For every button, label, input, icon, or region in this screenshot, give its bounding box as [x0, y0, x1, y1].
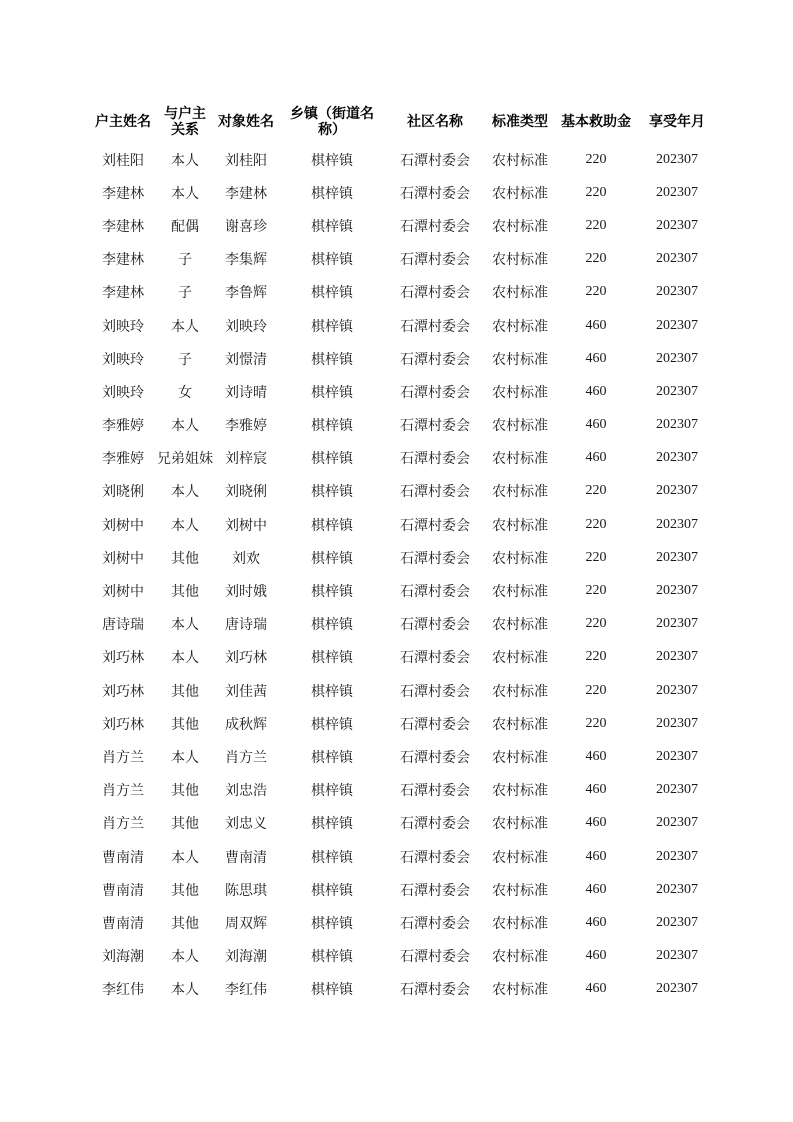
township-cell: 棋梓镇	[311, 749, 353, 766]
relation-cell: 其他	[171, 550, 199, 567]
householder-cell: 曹南清	[102, 849, 144, 866]
month-cell: 202307	[656, 848, 698, 864]
relation-cell: 其他	[171, 783, 199, 800]
householder-cell: 肖方兰	[102, 816, 144, 833]
aid-amount-cell: 220	[585, 151, 607, 167]
township-cell: 棋梓镇	[311, 218, 353, 235]
month-cell: 202307	[656, 516, 698, 532]
aid-amount-cell: 460	[585, 848, 607, 864]
standard-type-cell: 农村标准	[492, 285, 548, 302]
standard-type-cell: 农村标准	[492, 517, 548, 534]
table-row	[91, 973, 719, 1006]
community-cell: 石潭村委会	[400, 484, 470, 501]
aid-amount-cell: 220	[585, 516, 607, 532]
community-cell: 石潭村委会	[400, 550, 470, 567]
month-cell: 202307	[656, 981, 698, 997]
table-row	[91, 209, 719, 242]
header-householder-name: 户主姓名	[95, 114, 151, 130]
township-cell: 棋梓镇	[311, 915, 353, 932]
householder-cell: 刘海潮	[102, 949, 144, 966]
standard-type-cell: 农村标准	[492, 749, 548, 766]
relation-cell: 本人	[171, 517, 199, 534]
standard-type-cell: 农村标准	[492, 617, 548, 634]
recipient-cell: 刘树中	[225, 517, 267, 534]
township-cell: 棋梓镇	[311, 716, 353, 733]
householder-cell: 刘巧林	[102, 683, 144, 700]
table-row	[91, 674, 719, 707]
recipient-cell: 李建林	[225, 185, 267, 202]
month-cell: 202307	[656, 682, 698, 698]
standard-type-cell: 农村标准	[492, 683, 548, 700]
header-township	[277, 101, 387, 143]
community-cell: 石潭村委会	[400, 285, 470, 302]
householder-cell: 刘巧林	[102, 650, 144, 667]
relation-cell: 本人	[171, 418, 199, 435]
aid-amount-cell: 460	[585, 748, 607, 764]
month-cell: 202307	[656, 383, 698, 399]
relation-cell: 子	[178, 285, 192, 302]
month-cell: 202307	[656, 782, 698, 798]
recipient-cell: 李红伟	[225, 982, 267, 999]
aid-amount-cell: 220	[585, 184, 607, 200]
header-relation-line2: 关系	[171, 122, 199, 138]
township-cell: 棋梓镇	[311, 849, 353, 866]
header-relation	[155, 101, 215, 143]
relation-cell: 本人	[171, 849, 199, 866]
standard-type-cell: 农村标准	[492, 550, 548, 567]
relation-cell: 兄弟姐妹	[157, 451, 213, 468]
month-cell: 202307	[656, 881, 698, 897]
header-standard-type: 标准类型	[492, 114, 548, 130]
township-cell: 棋梓镇	[311, 550, 353, 567]
community-cell: 石潭村委会	[400, 451, 470, 468]
householder-cell: 曹南清	[102, 915, 144, 932]
aid-amount-cell: 220	[585, 284, 607, 300]
recipient-cell: 刘时娥	[225, 584, 267, 601]
aid-amount-cell: 220	[585, 682, 607, 698]
month-cell: 202307	[656, 450, 698, 466]
township-cell: 棋梓镇	[311, 617, 353, 634]
aid-amount-cell: 220	[585, 715, 607, 731]
header-month: 享受年月	[649, 114, 705, 130]
relation-cell: 其他	[171, 716, 199, 733]
month-cell: 202307	[656, 417, 698, 433]
month-cell: 202307	[656, 649, 698, 665]
recipient-cell: 刘巧林	[225, 650, 267, 667]
recipient-cell: 肖方兰	[225, 749, 267, 766]
month-cell: 202307	[656, 317, 698, 333]
recipient-cell: 刘憬清	[225, 351, 267, 368]
relation-cell: 本人	[171, 949, 199, 966]
community-cell: 石潭村委会	[400, 384, 470, 401]
recipient-cell: 刘晓俐	[225, 484, 267, 501]
community-cell: 石潭村委会	[400, 683, 470, 700]
township-cell: 棋梓镇	[311, 285, 353, 302]
header-community: 社区名称	[407, 114, 463, 130]
community-cell: 石潭村委会	[400, 517, 470, 534]
table-row	[91, 143, 719, 176]
standard-type-cell: 农村标准	[492, 915, 548, 932]
community-cell: 石潭村委会	[400, 252, 470, 269]
householder-cell: 刘映玲	[102, 351, 144, 368]
table-row	[91, 774, 719, 807]
month-cell: 202307	[656, 583, 698, 599]
relation-cell: 本人	[171, 749, 199, 766]
township-cell: 棋梓镇	[311, 683, 353, 700]
standard-type-cell: 农村标准	[492, 849, 548, 866]
householder-cell: 李建林	[102, 218, 144, 235]
recipient-cell: 陈思琪	[225, 882, 267, 899]
householder-cell: 唐诗瑞	[102, 617, 144, 634]
householder-cell: 刘映玲	[102, 318, 144, 335]
standard-type-cell: 农村标准	[492, 418, 548, 435]
aid-amount-cell: 460	[585, 383, 607, 399]
householder-cell: 刘桂阳	[102, 152, 144, 169]
standard-type-cell: 农村标准	[492, 783, 548, 800]
community-cell: 石潭村委会	[400, 418, 470, 435]
header-basic-aid: 基本救助金	[561, 114, 631, 130]
aid-amount-cell: 220	[585, 649, 607, 665]
month-cell: 202307	[656, 350, 698, 366]
header-recipient-name: 对象姓名	[218, 114, 274, 130]
recipient-cell: 刘梓宸	[225, 451, 267, 468]
table-row	[91, 508, 719, 541]
table-row	[91, 940, 719, 973]
standard-type-cell: 农村标准	[492, 351, 548, 368]
householder-cell: 李雅婷	[102, 418, 144, 435]
relation-cell: 其他	[171, 882, 199, 899]
month-cell: 202307	[656, 748, 698, 764]
community-cell: 石潭村委会	[400, 816, 470, 833]
community-cell: 石潭村委会	[400, 218, 470, 235]
relation-cell: 其他	[171, 683, 199, 700]
householder-cell: 刘树中	[102, 584, 144, 601]
recipient-cell: 刘忠浩	[225, 783, 267, 800]
table-row	[91, 276, 719, 309]
relation-cell: 本人	[171, 484, 199, 501]
township-cell: 棋梓镇	[311, 816, 353, 833]
header-row	[91, 101, 719, 143]
relation-cell: 子	[178, 252, 192, 269]
aid-amount-cell: 460	[585, 317, 607, 333]
recipient-cell: 曹南清	[225, 849, 267, 866]
standard-type-cell: 农村标准	[492, 949, 548, 966]
table-row	[91, 906, 719, 939]
householder-cell: 李建林	[102, 252, 144, 269]
month-cell: 202307	[656, 483, 698, 499]
householder-cell: 肖方兰	[102, 749, 144, 766]
aid-amount-cell: 460	[585, 350, 607, 366]
month-cell: 202307	[656, 284, 698, 300]
recipient-cell: 刘诗晴	[225, 384, 267, 401]
householder-cell: 李雅婷	[102, 451, 144, 468]
table-row	[91, 176, 719, 209]
aid-amount-cell: 460	[585, 948, 607, 964]
recipient-cell: 李雅婷	[225, 418, 267, 435]
header-township-line2: 称）	[318, 122, 346, 138]
aid-amount-cell: 220	[585, 583, 607, 599]
standard-type-cell: 农村标准	[492, 384, 548, 401]
table-row	[91, 641, 719, 674]
aid-amount-cell: 460	[585, 981, 607, 997]
community-cell: 石潭村委会	[400, 318, 470, 335]
community-cell: 石潭村委会	[400, 982, 470, 999]
standard-type-cell: 农村标准	[492, 152, 548, 169]
relation-cell: 其他	[171, 584, 199, 601]
township-cell: 棋梓镇	[311, 783, 353, 800]
aid-amount-cell: 220	[585, 483, 607, 499]
table-row	[91, 740, 719, 773]
aid-amount-cell: 460	[585, 815, 607, 831]
relation-cell: 子	[178, 351, 192, 368]
aid-amount-cell: 460	[585, 914, 607, 930]
community-cell: 石潭村委会	[400, 584, 470, 601]
table-row	[91, 873, 719, 906]
township-cell: 棋梓镇	[311, 517, 353, 534]
householder-cell: 曹南清	[102, 882, 144, 899]
month-cell: 202307	[656, 184, 698, 200]
table-row	[91, 707, 719, 740]
householder-cell: 肖方兰	[102, 783, 144, 800]
householder-cell: 李建林	[102, 185, 144, 202]
aid-amount-cell: 220	[585, 217, 607, 233]
month-cell: 202307	[656, 914, 698, 930]
aid-amount-cell: 220	[585, 616, 607, 632]
township-cell: 棋梓镇	[311, 152, 353, 169]
recipient-cell: 刘映玲	[225, 318, 267, 335]
township-cell: 棋梓镇	[311, 418, 353, 435]
township-cell: 棋梓镇	[311, 384, 353, 401]
township-cell: 棋梓镇	[311, 451, 353, 468]
community-cell: 石潭村委会	[400, 783, 470, 800]
householder-cell: 刘树中	[102, 517, 144, 534]
township-cell: 棋梓镇	[311, 882, 353, 899]
relation-cell: 本人	[171, 650, 199, 667]
table-row	[91, 840, 719, 873]
recipient-cell: 谢喜珍	[225, 218, 267, 235]
recipient-cell: 唐诗瑞	[225, 617, 267, 634]
community-cell: 石潭村委会	[400, 749, 470, 766]
community-cell: 石潭村委会	[400, 185, 470, 202]
standard-type-cell: 农村标准	[492, 882, 548, 899]
standard-type-cell: 农村标准	[492, 650, 548, 667]
township-cell: 棋梓镇	[311, 185, 353, 202]
community-cell: 石潭村委会	[400, 949, 470, 966]
relation-cell: 本人	[171, 185, 199, 202]
relation-cell: 本人	[171, 318, 199, 335]
table-row	[91, 541, 719, 574]
table-row	[91, 608, 719, 641]
community-cell: 石潭村委会	[400, 716, 470, 733]
aid-amount-cell: 460	[585, 782, 607, 798]
recipient-cell: 李集辉	[225, 252, 267, 269]
relation-cell: 其他	[171, 915, 199, 932]
aid-amount-cell: 220	[585, 549, 607, 565]
community-cell: 石潭村委会	[400, 650, 470, 667]
community-cell: 石潭村委会	[400, 915, 470, 932]
householder-cell: 李建林	[102, 285, 144, 302]
table-row	[91, 807, 719, 840]
month-cell: 202307	[656, 948, 698, 964]
standard-type-cell: 农村标准	[492, 716, 548, 733]
aid-amount-cell: 220	[585, 251, 607, 267]
standard-type-cell: 农村标准	[492, 185, 548, 202]
table-row	[91, 243, 719, 276]
table-row	[91, 342, 719, 375]
table-row	[91, 309, 719, 342]
table-row	[91, 409, 719, 442]
recipient-cell: 刘海潮	[225, 949, 267, 966]
recipient-cell: 刘欢	[232, 550, 260, 567]
township-cell: 棋梓镇	[311, 650, 353, 667]
relation-cell: 本人	[171, 982, 199, 999]
community-cell: 石潭村委会	[400, 849, 470, 866]
table-row	[91, 475, 719, 508]
table-header	[91, 101, 719, 143]
standard-type-cell: 农村标准	[492, 252, 548, 269]
recipient-cell: 刘佳茜	[225, 683, 267, 700]
householder-cell: 李红伟	[102, 982, 144, 999]
township-cell: 棋梓镇	[311, 252, 353, 269]
table-body	[91, 143, 719, 1006]
township-cell: 棋梓镇	[311, 584, 353, 601]
standard-type-cell: 农村标准	[492, 451, 548, 468]
relief-roster-table	[91, 101, 719, 1006]
township-cell: 棋梓镇	[311, 982, 353, 999]
recipient-cell: 周双辉	[225, 915, 267, 932]
relation-cell: 女	[178, 384, 192, 401]
township-cell: 棋梓镇	[311, 949, 353, 966]
standard-type-cell: 农村标准	[492, 318, 548, 335]
relation-cell: 其他	[171, 816, 199, 833]
table-row	[91, 375, 719, 408]
table-row	[91, 574, 719, 607]
aid-amount-cell: 460	[585, 417, 607, 433]
householder-cell: 刘晓俐	[102, 484, 144, 501]
standard-type-cell: 农村标准	[492, 584, 548, 601]
month-cell: 202307	[656, 616, 698, 632]
month-cell: 202307	[656, 217, 698, 233]
aid-amount-cell: 460	[585, 450, 607, 466]
relation-cell: 本人	[171, 617, 199, 634]
recipient-cell: 成秋辉	[225, 716, 267, 733]
township-cell: 棋梓镇	[311, 351, 353, 368]
relation-cell: 本人	[171, 152, 199, 169]
standard-type-cell: 农村标准	[492, 816, 548, 833]
recipient-cell: 刘桂阳	[225, 152, 267, 169]
standard-type-cell: 农村标准	[492, 982, 548, 999]
recipient-cell: 李鲁辉	[225, 285, 267, 302]
standard-type-cell: 农村标准	[492, 218, 548, 235]
relation-cell: 配偶	[171, 218, 199, 235]
community-cell: 石潭村委会	[400, 882, 470, 899]
householder-cell: 刘映玲	[102, 384, 144, 401]
community-cell: 石潭村委会	[400, 617, 470, 634]
table-row	[91, 442, 719, 475]
householder-cell: 刘巧林	[102, 716, 144, 733]
standard-type-cell: 农村标准	[492, 484, 548, 501]
township-cell: 棋梓镇	[311, 318, 353, 335]
month-cell: 202307	[656, 251, 698, 267]
month-cell: 202307	[656, 715, 698, 731]
aid-amount-cell: 460	[585, 881, 607, 897]
township-cell: 棋梓镇	[311, 484, 353, 501]
recipient-cell: 刘忠义	[225, 816, 267, 833]
month-cell: 202307	[656, 815, 698, 831]
community-cell: 石潭村委会	[400, 351, 470, 368]
month-cell: 202307	[656, 151, 698, 167]
month-cell: 202307	[656, 549, 698, 565]
header-township-line1: 乡镇（街道名	[290, 106, 374, 122]
community-cell: 石潭村委会	[400, 152, 470, 169]
householder-cell: 刘树中	[102, 550, 144, 567]
header-relation-line1: 与户主	[164, 106, 206, 122]
